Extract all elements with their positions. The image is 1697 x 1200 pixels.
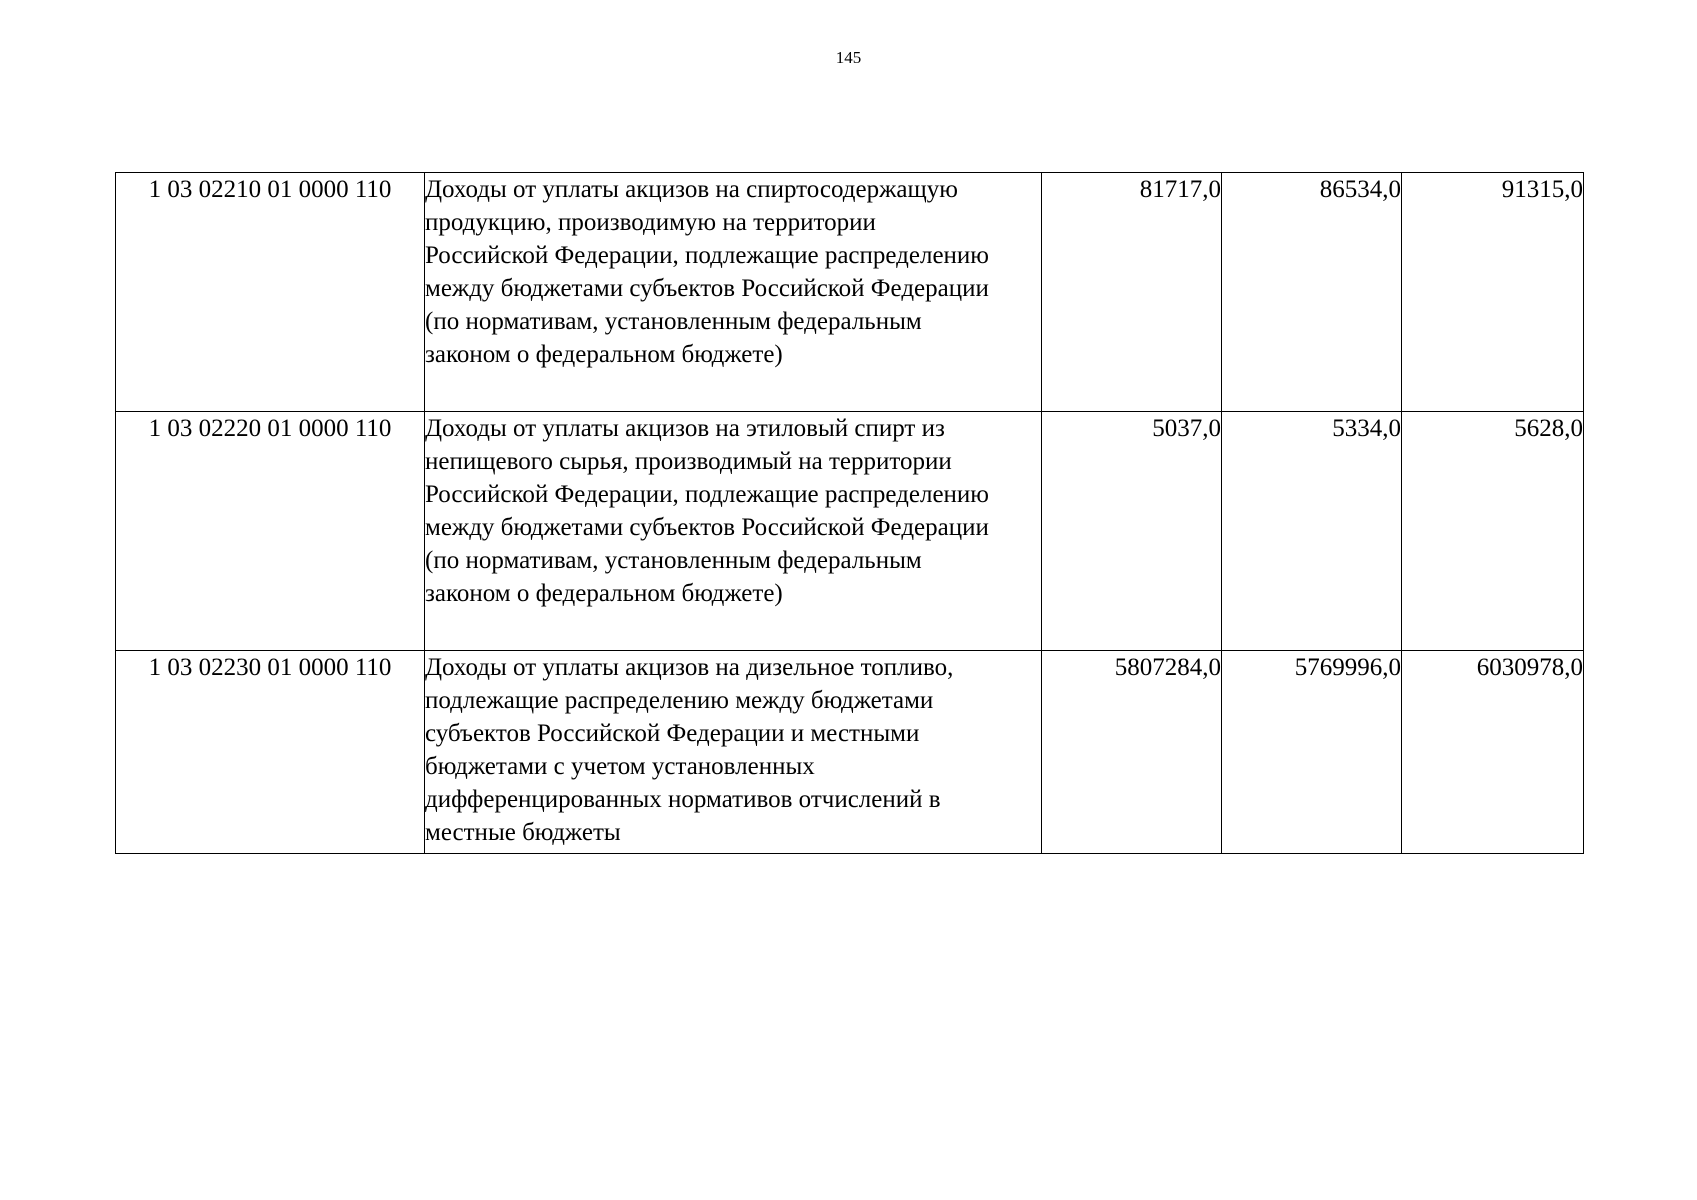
revenue-code: 1 03 02230 01 0000 110 [116,651,425,854]
description-line: Российской Федерации, подлежащие распределению [425,242,989,269]
description-line: между бюджетами субъектов Российской Федерации [425,275,989,302]
value-cell: 5334,0 [1222,412,1402,651]
description-line: Российской Федерации, подлежащие распределению [425,481,989,508]
revenue-table [115,172,1584,854]
value-cell: 5628,0 [1402,412,1584,651]
description-line: бюджетами с учетом установленных [425,753,815,780]
description-line: субъектов Российской Федерации и местными [425,720,920,747]
revenue-description [425,412,1042,651]
description-line: непищевого сырья, производимый на территории [425,448,952,475]
revenue-description [425,651,1042,854]
description-line: законом о федеральном бюджете) [425,580,783,607]
value-cell: 86534,0 [1222,173,1402,412]
table-row [116,412,1584,651]
value-cell: 91315,0 [1402,173,1584,412]
value-cell: 6030978,0 [1402,651,1584,854]
description-line: подлежащие распределению между бюджетами [425,687,934,714]
value-cell: 81717,0 [1042,173,1222,412]
value-cell: 5037,0 [1042,412,1222,651]
description-line: Доходы от уплаты акцизов на спиртосодержащую [425,176,958,203]
description-line: дифференцированных нормативов отчислений в [425,786,941,813]
value-cell: 5807284,0 [1042,651,1222,854]
table-row [116,651,1584,854]
description-line: законом о федеральном бюджете) [425,341,783,368]
description-line: (по нормативам, установленным федеральным [425,547,922,574]
description-line: Доходы от уплаты акцизов на дизельное топливо, [425,654,954,681]
value-cell: 5769996,0 [1222,651,1402,854]
description-line: Доходы от уплаты акцизов на этиловый спирт из [425,415,945,442]
revenue-description [425,173,1042,412]
description-line: местные бюджеты [425,819,621,846]
revenue-code: 1 03 02210 01 0000 110 [116,173,425,412]
page-number: 145 [835,48,862,67]
revenue-code: 1 03 02220 01 0000 110 [116,412,425,651]
description-line: (по нормативам, установленным федеральным [425,308,922,335]
description-line: продукцию, производимую на территории [425,209,876,236]
table-row [116,173,1584,412]
description-line: между бюджетами субъектов Российской Федерации [425,514,989,541]
